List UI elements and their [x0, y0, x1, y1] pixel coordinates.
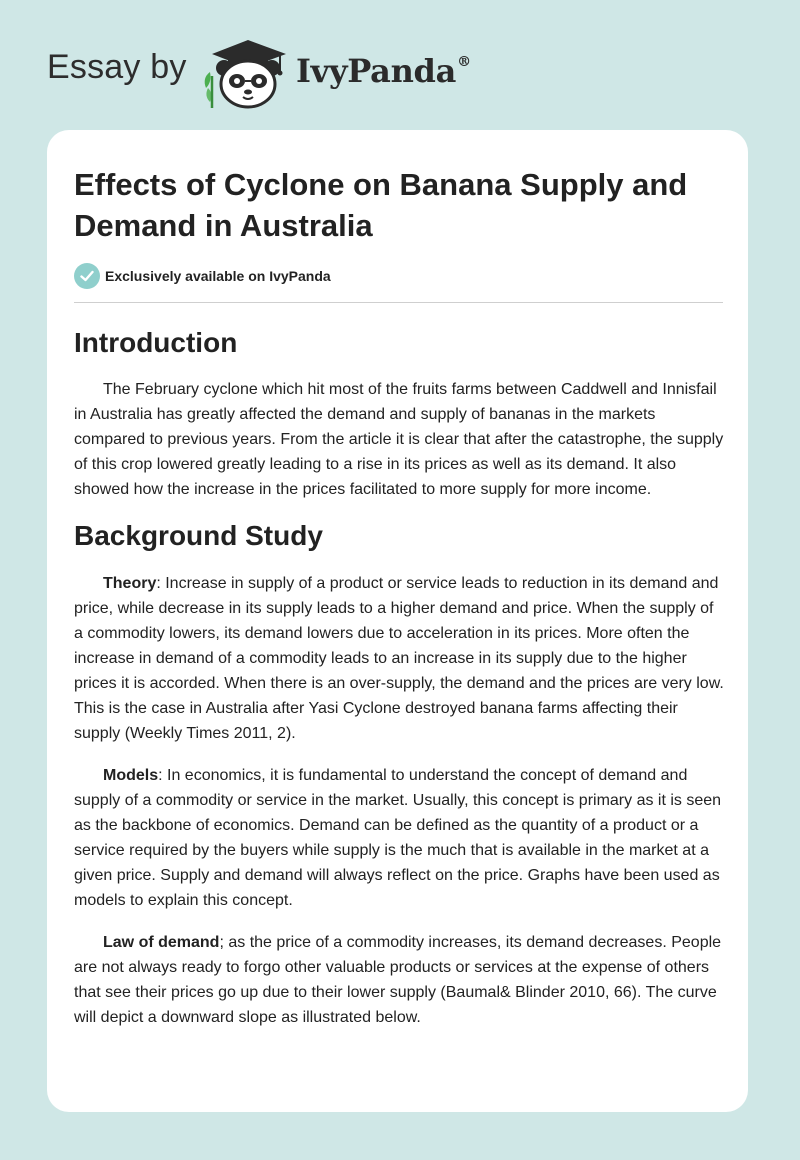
essay-by-label: Essay by [47, 48, 187, 86]
paragraph-introduction: The February cyclone which hit most of the fruits farms between Caddwell and Innisfail in Australia has greatly affected the demand and supply of bananas in the markets compared to previous years. From the article it is clear that after the catastrophe, the supply of this crop lowered greatly leading to a rise in its prices as well as its demand. It also showed how the increase in the prices facilitated to more supply for more income. [74, 381, 724, 498]
paragraph-models [74, 763, 724, 913]
law-of-demand-label: Law of demand [103, 934, 220, 951]
registered-mark: ® [457, 54, 471, 70]
section-heading-background: Background Study [74, 520, 323, 551]
badge-text: Exclusively available on IvyPanda [105, 268, 331, 284]
exclusive-badge [74, 263, 331, 289]
essay-title: Effects of Cyclone on Banana Supply and Demand in Australia [74, 167, 688, 243]
brand-name[interactable]: IvyPanda® [296, 52, 471, 90]
models-label: Models [103, 767, 159, 784]
paragraph-law-of-demand [74, 930, 724, 1030]
panda-graduate-logo-icon[interactable] [200, 36, 292, 110]
paragraph-theory [74, 571, 724, 746]
theory-text: : Increase in supply of a product or service leads to reduction in its demand and price, while decrease in its supply leads to a higher demand and price. When the supply of a commodity lowers, its demand lowers due to acceleration in its prices. More often the increase in demand of a commodity leads to an increase in its supply due to the higher prices it is accorded. When there is an over-supply, the demand and the prices are very low. This is the case in Australia after Yasi Cyclone destroyed banana farms affecting their supply (Weekly Times 2011, 2). [74, 575, 724, 742]
site-header [0, 0, 800, 120]
theory-label: Theory [103, 575, 157, 592]
essay-content [74, 326, 724, 1030]
check-circle-icon [74, 263, 100, 289]
models-text: : In economics, it is fundamental to understand the concept of demand and supply of a commodity or service in the market. Usually, this concept is primary as it is seen as the backbone of economics. Demand can be defined as the quantity of a product or a service required by the buyers while supply is the much that is available in the market at a given price. Supply and demand will always reflect on the price. Graphs have been used as models to explain this concept. [74, 767, 722, 909]
law-of-demand-text: ; as the price of a commodity increases, its demand decreases. People are not always ready to forgo other valuable products or services at the expense of others that see their prices go up due to their lower supply (Baumal& Blinder 2010, 66). The curve will depict a downward slope as illustrated below. [74, 934, 722, 1026]
divider [74, 302, 723, 303]
section-heading-introduction: Introduction [74, 327, 238, 358]
essay-card [47, 130, 748, 1112]
